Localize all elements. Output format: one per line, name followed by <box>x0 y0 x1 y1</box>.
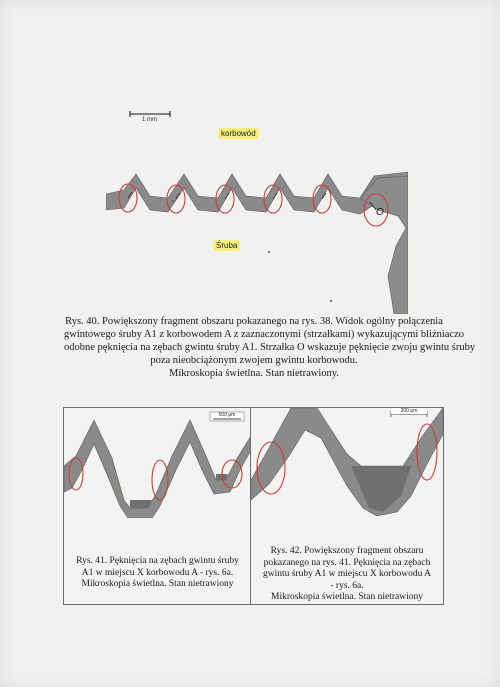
thread-right-block <box>360 176 408 314</box>
speck <box>330 300 332 302</box>
label-korbowod: korbowód <box>218 128 259 139</box>
arrow-letter-o: O <box>376 207 384 218</box>
caption-line: Rys. 41. Pęknięcia na zębach gwintu śruby <box>76 556 239 566</box>
caption-line: Rys. 42. Powiększony fragment obszaru <box>270 546 424 556</box>
caption-line: gwintowego śruby A1 z korbowodem A z zaznaczonymi (strzałkami) wykazującymi bliźniaczo <box>64 329 465 340</box>
scale-label-41: 500 μm <box>218 412 236 418</box>
figure-41-micrograph <box>64 408 251 518</box>
caption-figure-40 <box>64 315 476 380</box>
figure-41-panel <box>63 407 252 605</box>
figure-42-micrograph <box>251 408 443 542</box>
thread-profile-upper <box>106 172 408 214</box>
speck <box>268 251 270 253</box>
caption-line: Rys. 40. Powiększony fragment obszaru pokazanego na rys. 38. Widok ogólny połączenia <box>65 316 443 327</box>
caption-line: odobne pęknięcia na zębach gwintu śruby A1. Strzałka O wskazuje pęknięcie zwoju gwintu śruby <box>64 342 476 353</box>
speck <box>172 200 174 202</box>
caption-line: pokazanego na rys. 41. Pęknięcia na zębach <box>263 557 431 568</box>
caption-line: gwintu śruby A1 w miejscu X korbowodu A <box>262 569 432 579</box>
caption-line: A1 w miejscu X korbowodu A - rys. 6a. <box>81 567 234 578</box>
scale-label-42: 200 μm <box>391 408 427 414</box>
thread-profile-42 <box>251 408 443 516</box>
caption-line: poza nieobciążonym zwojem gwintu korbowodu. <box>150 355 358 366</box>
caption-line: Mikroskopia świetlna. Stan nietrawiony <box>271 592 423 602</box>
caption-figure-42 <box>251 546 443 604</box>
label-sruba: Śruba <box>213 240 240 251</box>
scale-label-40: 1 mm <box>142 117 157 123</box>
caption-line: Mikroskopia świetlna. Stan nietrawiony <box>81 579 234 589</box>
caption-line: Mikroskopia świetlna. Stan nietrawiony. <box>169 368 339 379</box>
caption-figure-41 <box>64 556 251 591</box>
caption-line: - rys. 6a. <box>330 580 364 591</box>
figure-42-panel <box>250 407 444 605</box>
